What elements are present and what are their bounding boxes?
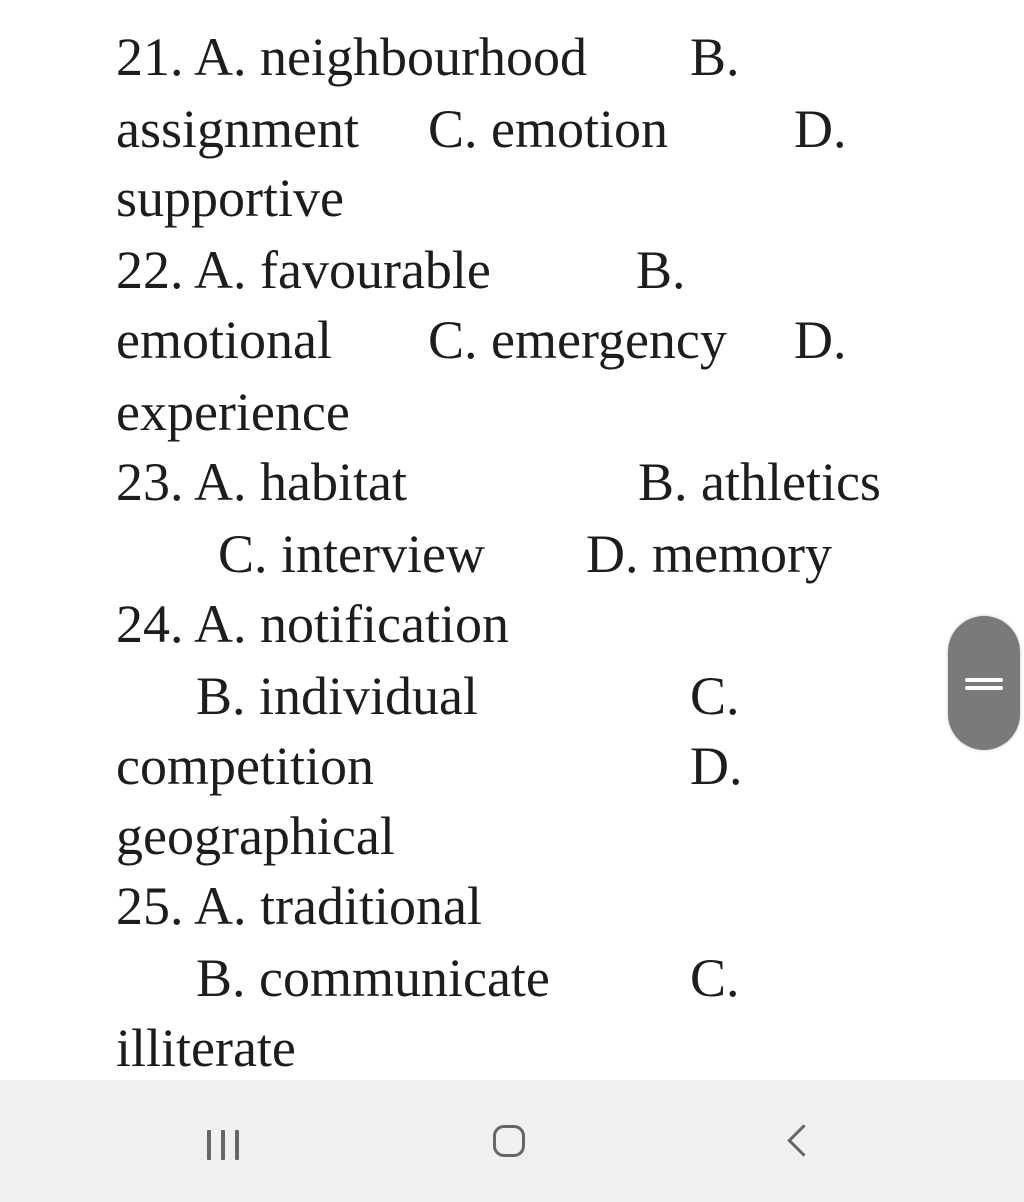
scroll-grip-icon[interactable] bbox=[948, 616, 1020, 750]
line-21-b-text: assignment bbox=[116, 99, 359, 159]
line-23-a: 23. A. habitat bbox=[116, 452, 407, 512]
line-25-a: 25. A. traditional bbox=[116, 876, 482, 936]
line-24-a: 24. A. notification bbox=[116, 594, 509, 654]
line-22-b-text: emotional bbox=[116, 310, 332, 370]
line-24-d: D. bbox=[690, 736, 743, 796]
recent-apps-button[interactable] bbox=[165, 1100, 285, 1182]
grip-line-bottom bbox=[965, 686, 1003, 690]
line-23-c: C. interview bbox=[218, 524, 485, 584]
back-button[interactable] bbox=[740, 1100, 860, 1182]
line-22-d: D. bbox=[794, 310, 847, 370]
navigation-bar bbox=[0, 1080, 1024, 1202]
line-22-d-text: experience bbox=[116, 382, 350, 442]
line-24-c: C. bbox=[690, 666, 740, 726]
line-21-d: D. bbox=[794, 99, 847, 159]
line-24-d-text: geographical bbox=[116, 806, 395, 866]
line-23-d: D. memory bbox=[586, 524, 832, 584]
line-24-c-text: competition bbox=[116, 736, 374, 796]
line-25-c-text: illiterate bbox=[116, 1018, 296, 1078]
line-22-c: C. emergency bbox=[428, 310, 727, 370]
line-22-a: 22. A. favourable bbox=[116, 240, 491, 300]
line-22-b: B. bbox=[636, 240, 686, 300]
line-21-c: C. emotion bbox=[428, 99, 668, 159]
line-25-c: C. bbox=[690, 948, 740, 1008]
back-icon bbox=[787, 1124, 820, 1157]
grip-line-top bbox=[965, 678, 1003, 682]
line-25-b: B. communicate bbox=[196, 948, 550, 1008]
home-icon bbox=[493, 1125, 525, 1157]
line-21-d-text: supportive bbox=[116, 168, 344, 228]
line-24-b: B. individual bbox=[196, 666, 478, 726]
line-21-b: B. bbox=[690, 27, 740, 87]
line-21-a: 21. A. neighbourhood bbox=[116, 27, 587, 87]
home-button[interactable] bbox=[452, 1100, 572, 1182]
line-23-b: B. athletics bbox=[638, 452, 881, 512]
